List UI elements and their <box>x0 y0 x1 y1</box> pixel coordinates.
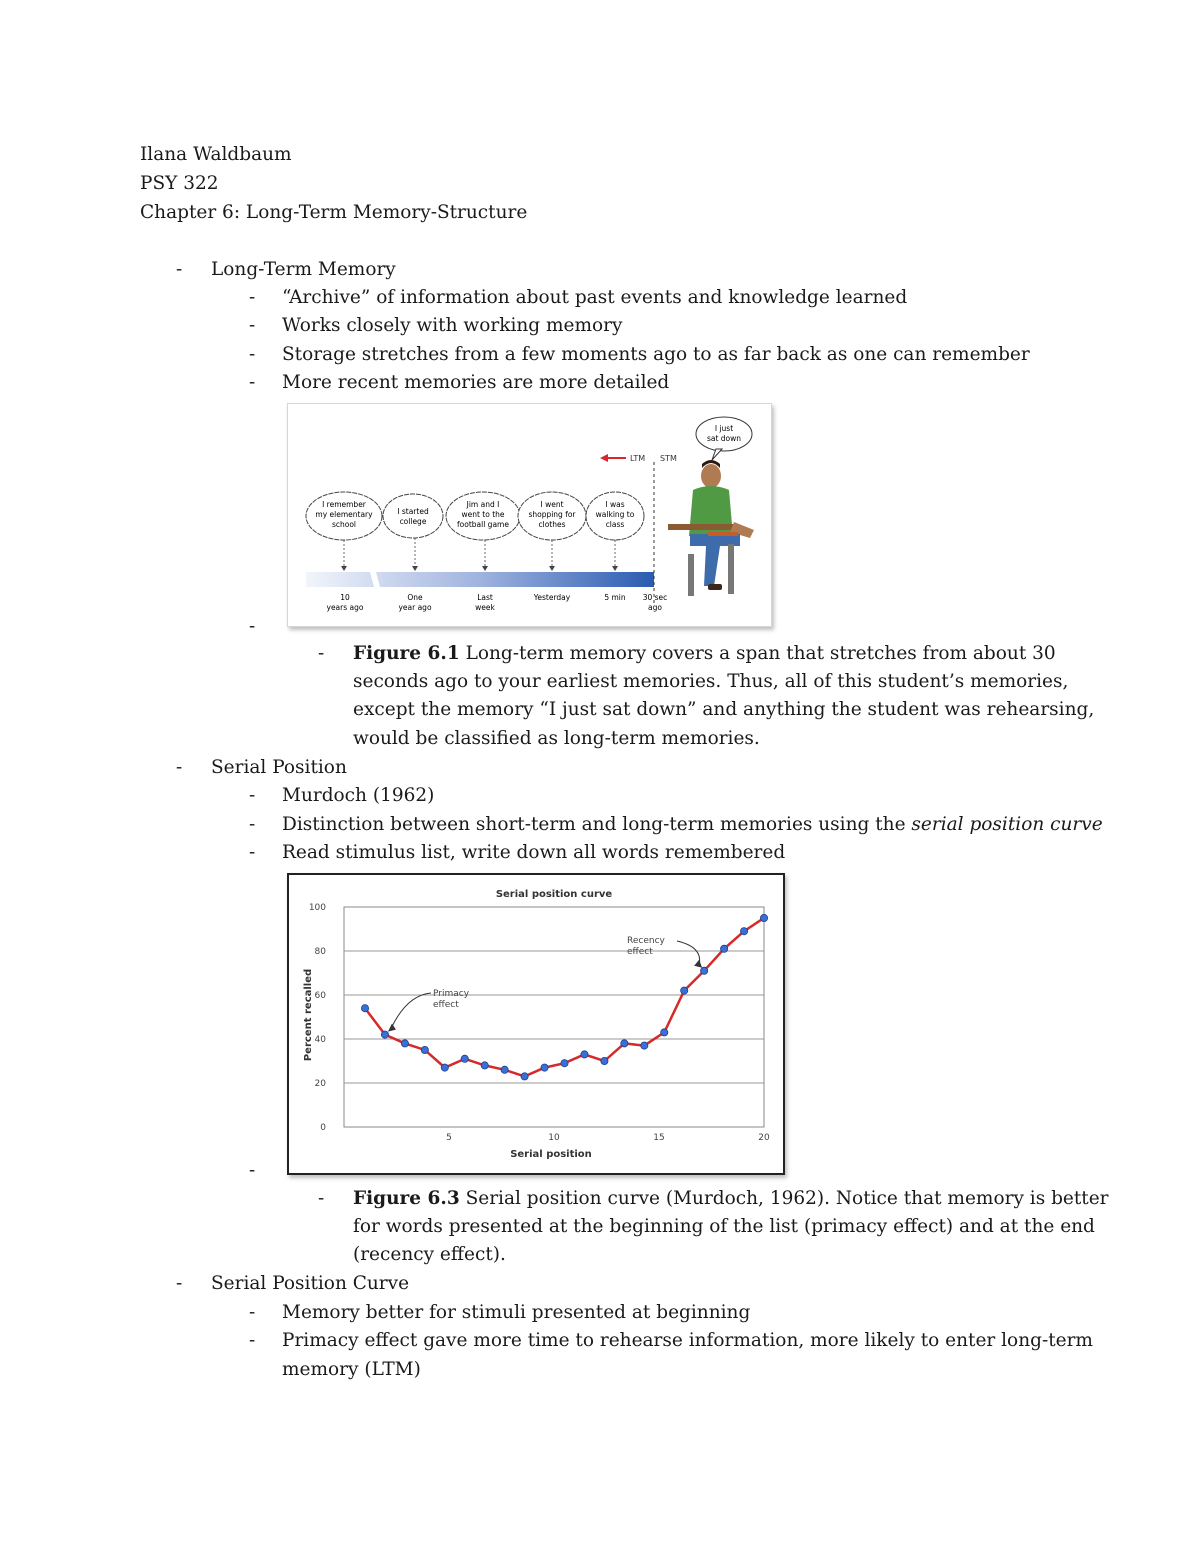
caption-text: (recency effect). <box>353 1244 506 1265</box>
y-tick-label: 40 <box>314 1035 326 1045</box>
bubble-text: walking to <box>595 510 635 519</box>
ltm-label: LTM <box>630 454 646 463</box>
caption-label: Figure 6.3 <box>353 1188 460 1209</box>
list-item: “Archive” of information about past events and knowledge learned <box>282 287 908 308</box>
timeline-label: 5 min <box>604 593 626 602</box>
section-heading-serial-position-curve: Serial Position Curve <box>211 1273 410 1294</box>
bullet-dash: - <box>249 1160 256 1181</box>
data-point <box>441 1064 448 1071</box>
timeline-label: week <box>475 603 495 612</box>
figure-caption <box>353 639 1056 668</box>
bubble-text: I went <box>540 500 564 509</box>
timeline-label: Yesterday <box>533 593 571 602</box>
bullet-dash: - <box>176 259 183 280</box>
x-axis-label: Serial position <box>510 1149 592 1160</box>
data-point <box>760 914 767 921</box>
bubble-connectors <box>344 538 615 569</box>
bubble-text: I remember <box>322 500 366 509</box>
data-point <box>501 1066 508 1073</box>
thought-bubble <box>383 494 443 538</box>
data-point <box>601 1057 608 1064</box>
y-tick-label: 100 <box>308 903 326 913</box>
data-point <box>401 1040 408 1047</box>
caption-text: would be classified as long-term memories. <box>353 728 760 749</box>
stm-label: STM <box>660 454 677 463</box>
bubble-text: shopping for <box>528 510 576 519</box>
bullet-dash: - <box>318 1188 325 1209</box>
annotation-primacy-line1: Primacy <box>433 989 470 999</box>
caption-text: except the memory “I just sat down” and anything the student was rehearsing, <box>353 699 1095 720</box>
bubble-text: class <box>605 520 625 529</box>
bubble-text: college <box>399 517 427 526</box>
student-illustration <box>668 460 754 596</box>
data-point <box>481 1062 488 1069</box>
course-code: PSY 322 <box>140 173 219 194</box>
figure-caption <box>353 1184 1109 1213</box>
x-tick-label: 15 <box>653 1133 665 1143</box>
data-point <box>421 1046 428 1053</box>
list-item-continuation: memory (LTM) <box>282 1359 421 1380</box>
x-tick-label: 5 <box>446 1133 452 1143</box>
data-point <box>681 987 688 994</box>
timeline-label: year ago <box>398 603 432 612</box>
timeline-label: years ago <box>326 603 364 612</box>
caption-text: for words presented at the beginning of the list (primacy effect) and at the end <box>353 1216 1095 1237</box>
speech-text: I just <box>714 424 734 433</box>
thought-bubble <box>518 492 586 540</box>
bullet-dash: - <box>249 814 256 835</box>
bullet-dash: - <box>249 1302 256 1323</box>
caption-label: Figure 6.1 <box>353 643 460 664</box>
timeline-label: Last <box>477 593 493 602</box>
timeline-label: 10 <box>340 593 350 602</box>
list-item: Storage stretches from a few moments ago to as far back as one can remember <box>282 344 1030 365</box>
data-point <box>740 928 747 935</box>
y-axis-label: Percent recalled <box>303 968 314 1062</box>
timeline-label: One <box>407 593 423 602</box>
annotation-recency-line1: Recency <box>627 936 665 946</box>
y-tick-label: 0 <box>320 1123 326 1133</box>
thought-bubble <box>306 492 382 540</box>
author-name: Ilana Waldbaum <box>140 144 292 165</box>
caption-text: seconds ago to your earliest memories. Thus, all of this student’s memories, <box>353 671 1069 692</box>
bubble-text: football game <box>457 520 509 529</box>
italic-term: serial position curve <box>911 814 1103 835</box>
ltm-arrowhead <box>600 454 608 462</box>
list-item: Read stimulus list, write down all words remembered <box>282 842 786 863</box>
data-point <box>621 1040 628 1047</box>
caption-text: Serial position curve (Murdoch, 1962). Notice that memory is better <box>465 1188 1109 1209</box>
section-heading-ltm: Long-Term Memory <box>211 259 396 280</box>
bullet-dash: - <box>176 757 183 778</box>
data-point <box>701 967 708 974</box>
bullet-dash: - <box>249 785 256 806</box>
data-point <box>561 1060 568 1067</box>
bubble-text: clothes <box>538 520 566 529</box>
figure-ltm-timeline <box>287 403 772 627</box>
list-item <box>282 810 1103 839</box>
bullet-dash: - <box>249 1330 256 1351</box>
speech-text: sat down <box>706 434 742 443</box>
list-item-text: Distinction between short-term and long-term memories using the <box>282 814 906 835</box>
caption-text: Long-term memory covers a span that stretches from about 30 <box>465 643 1056 664</box>
thought-bubble <box>586 492 644 540</box>
y-tick-label: 20 <box>314 1079 326 1089</box>
y-tick-label: 80 <box>314 947 326 957</box>
bubble-text: my elementary <box>315 510 373 519</box>
thought-bubble <box>446 492 520 540</box>
annotation-recency-line2: effect <box>627 947 653 957</box>
list-item: Memory better for stimuli presented at beginning <box>282 1302 751 1323</box>
bullet-dash: - <box>249 287 256 308</box>
figure-serial-position-chart <box>287 873 785 1175</box>
data-point <box>461 1055 468 1062</box>
bullet-dash: - <box>249 344 256 365</box>
speech-bubble <box>696 417 752 460</box>
data-point <box>361 1005 368 1012</box>
bullet-dash: - <box>249 842 256 863</box>
data-point <box>641 1042 648 1049</box>
bubble-text: I started <box>397 507 429 516</box>
bullet-dash: - <box>249 372 256 393</box>
data-point <box>541 1064 548 1071</box>
bubble-text: I was <box>605 500 625 509</box>
annotation-primacy-line2: effect <box>433 1000 459 1010</box>
chart-svg <box>289 875 783 1173</box>
connector-arrowheads <box>341 566 618 571</box>
timeline-bar <box>306 572 654 587</box>
list-item: Primacy effect gave more time to rehearse information, more likely to enter long-term <box>282 1330 1093 1351</box>
list-item: Murdoch (1962) <box>282 785 435 806</box>
plot-area <box>344 907 764 1127</box>
x-tick-label: 20 <box>758 1133 770 1143</box>
bullet-dash: - <box>249 315 256 336</box>
list-item: More recent memories are more detailed <box>282 372 670 393</box>
data-point <box>381 1031 388 1038</box>
y-tick-label: 60 <box>314 991 326 1001</box>
timeline-label: 30 sec <box>642 593 668 602</box>
data-point <box>721 945 728 952</box>
timeline-illustration <box>288 404 771 626</box>
bubble-text: school <box>331 520 357 529</box>
data-point <box>521 1073 528 1080</box>
data-point <box>581 1051 588 1058</box>
data-point <box>661 1029 668 1036</box>
chart-title: Serial position curve <box>495 889 613 900</box>
bubble-text: Jim and I <box>466 500 500 509</box>
bullet-dash: - <box>318 643 325 664</box>
section-heading-serial-position: Serial Position <box>211 757 347 778</box>
chapter-title: Chapter 6: Long-Term Memory-Structure <box>140 202 528 223</box>
bubble-text: went to the <box>461 510 505 519</box>
timeline-label: ago <box>648 603 662 612</box>
x-tick-label: 10 <box>548 1133 560 1143</box>
bullet-dash: - <box>176 1273 183 1294</box>
bullet-dash: - <box>249 616 256 637</box>
list-item: Works closely with working memory <box>282 315 623 336</box>
